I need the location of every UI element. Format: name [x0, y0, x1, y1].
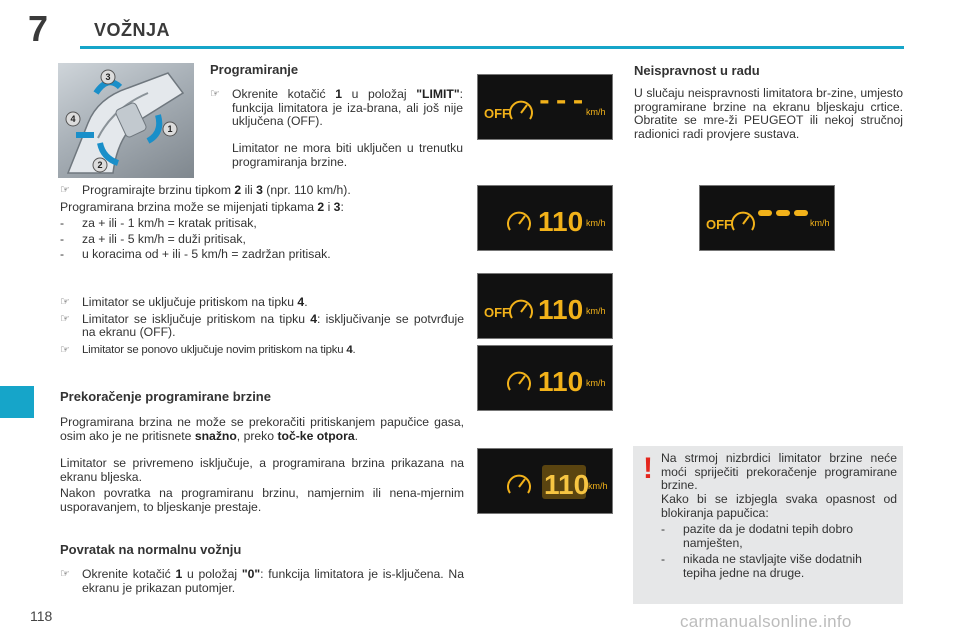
speedometer-icon — [508, 213, 530, 230]
watermark: carmanualsonline.info — [680, 612, 852, 631]
warning-paragraph-2: Kako bi se izbjegla svaka opasnost od blokiranja papučica: — [661, 492, 897, 520]
display-speed: 110 — [538, 366, 584, 397]
warning-icon: ! — [643, 452, 653, 485]
page-number: 118 — [30, 608, 53, 624]
display-unit: km/h — [810, 218, 830, 228]
callout-4: 4 — [70, 114, 76, 124]
speedometer-icon — [508, 373, 530, 390]
programming-title: Programiranje — [210, 62, 299, 77]
programming-bullet-1: ☞ Okrenite kotačić 1 u položaj "LIMIT": funkcija limitatora je iza-brana, ali još nije uključena (OFF). — [210, 87, 463, 129]
bullet-arrow-icon: ☞ — [60, 568, 70, 580]
display-speed: 110 — [538, 294, 584, 325]
speedometer-icon — [508, 476, 530, 493]
bullet-arrow-icon: ☞ — [210, 88, 220, 100]
display-off-label: OFF — [484, 305, 510, 320]
programming-dash-list: - za + ili - 1 km/h = kratak pritisak, - za + ili - 5 km/h = duži pritisak, - u koracima od + ili - 5 km/h = zadržan pritisak. — [60, 216, 331, 262]
exceeding-paragraph-3: Nakon povratka na programiranu brzinu, namjernim ili nena-mjernim usporavanjem, to bljeskanje prestaje. — [60, 486, 464, 514]
speedometer-icon — [510, 301, 532, 318]
display-unit: km/h — [586, 107, 606, 117]
display-off-label: OFF — [484, 106, 510, 121]
callout-2: 2 — [97, 160, 103, 170]
chapter-title: VOŽNJA — [94, 20, 171, 40]
activation-bullets: ☞ Limitator se uključuje pritiskom na tipku 4. ☞ Limitator se isključuje pritiskom na tipku 4: isključivanje se potvrđuje na ekranu (OFF). ☞ Limitator se ponovo uključuje novim pritiskom na tipku 4. — [60, 295, 464, 356]
display-unit: km/h — [586, 218, 606, 228]
bullet-arrow-icon: ☞ — [60, 184, 70, 196]
bullet-arrow-icon: ☞ — [60, 343, 70, 356]
display-speed-110-flashing — [477, 448, 613, 514]
malfunction-title: Neispravnost u radu — [634, 63, 760, 78]
malfunction-text: U slučaju neispravnosti limitatora br-zine, umjesto programirane brzine na ekranu bljeskaju crtice. Obratite se mre-ži PEUGEOT ili nekoj stručnoj radionici radi provjere sustava. — [634, 86, 903, 141]
speedometer-icon — [510, 102, 532, 119]
exceeding-paragraph-2: Limitator se privremeno isključuje, a programirana brzina prikazana na ekranu bljeska. — [60, 456, 464, 484]
flashing-dashes — [758, 210, 808, 216]
display-unit: km/h — [588, 481, 608, 491]
display-speed-110 — [477, 185, 613, 251]
display-off-dashes — [477, 74, 613, 140]
programming-change-text: Programirana brzina može se mijenjati tipkama 2 i 3: — [60, 200, 344, 214]
bullet-arrow-icon: ☞ — [60, 312, 70, 325]
callout-3: 3 — [105, 72, 111, 82]
chapter-side-tab — [0, 386, 34, 418]
display-off-110 — [477, 273, 613, 339]
programming-note: Limitator ne mora biti uključen u trenutku programiranja brzine. — [232, 141, 463, 169]
display-fault-dashes — [699, 185, 835, 251]
callout-1: 1 — [167, 124, 173, 134]
display-speed: 110 — [544, 469, 590, 500]
warning-dash-list: - pazite da je dodatni tepih dobro namješten, - nikada ne stavljajte više dodatnih tepiha jedne na druge. — [661, 522, 862, 580]
warning-box — [633, 446, 903, 604]
bullet-arrow-icon: ☞ — [60, 296, 70, 308]
exceeding-title: Prekoračenje programirane brzine — [60, 389, 271, 404]
display-speed: 110 — [538, 206, 584, 237]
header-rule — [80, 46, 904, 49]
display-unit: km/h — [586, 378, 606, 388]
normal-driving-bullet: ☞ Okrenite kotačić 1 u položaj "0": funkcija limitatora je is-ključena. Na ekranu je prikazan putomjer. — [60, 567, 464, 595]
programming-bullet-2: ☞ Programirajte brzinu tipkom 2 ili 3 (npr. 110 km/h). — [60, 183, 351, 197]
display-dashes: --- — [536, 87, 587, 118]
limiter-stalk-illustration — [58, 63, 194, 178]
chapter-number: 7 — [28, 8, 49, 49]
display-speed-110-active — [477, 345, 613, 411]
display-off-label: OFF — [706, 217, 732, 232]
warning-paragraph-1: Na strmoj nizbrdici limitator brzine neće moći spriječiti prekoračenje programirane brzine. — [661, 451, 897, 493]
speedometer-icon — [732, 213, 754, 230]
normal-driving-title: Povratak na normalnu vožnju — [60, 542, 242, 557]
exceeding-paragraph-1: Programirana brzina ne može se prekoračiti pritiskanjem papučice gasa, osim ako je ne pritisnete snažno, preko toč-ke otpora. — [60, 415, 464, 443]
display-unit: km/h — [586, 306, 606, 316]
